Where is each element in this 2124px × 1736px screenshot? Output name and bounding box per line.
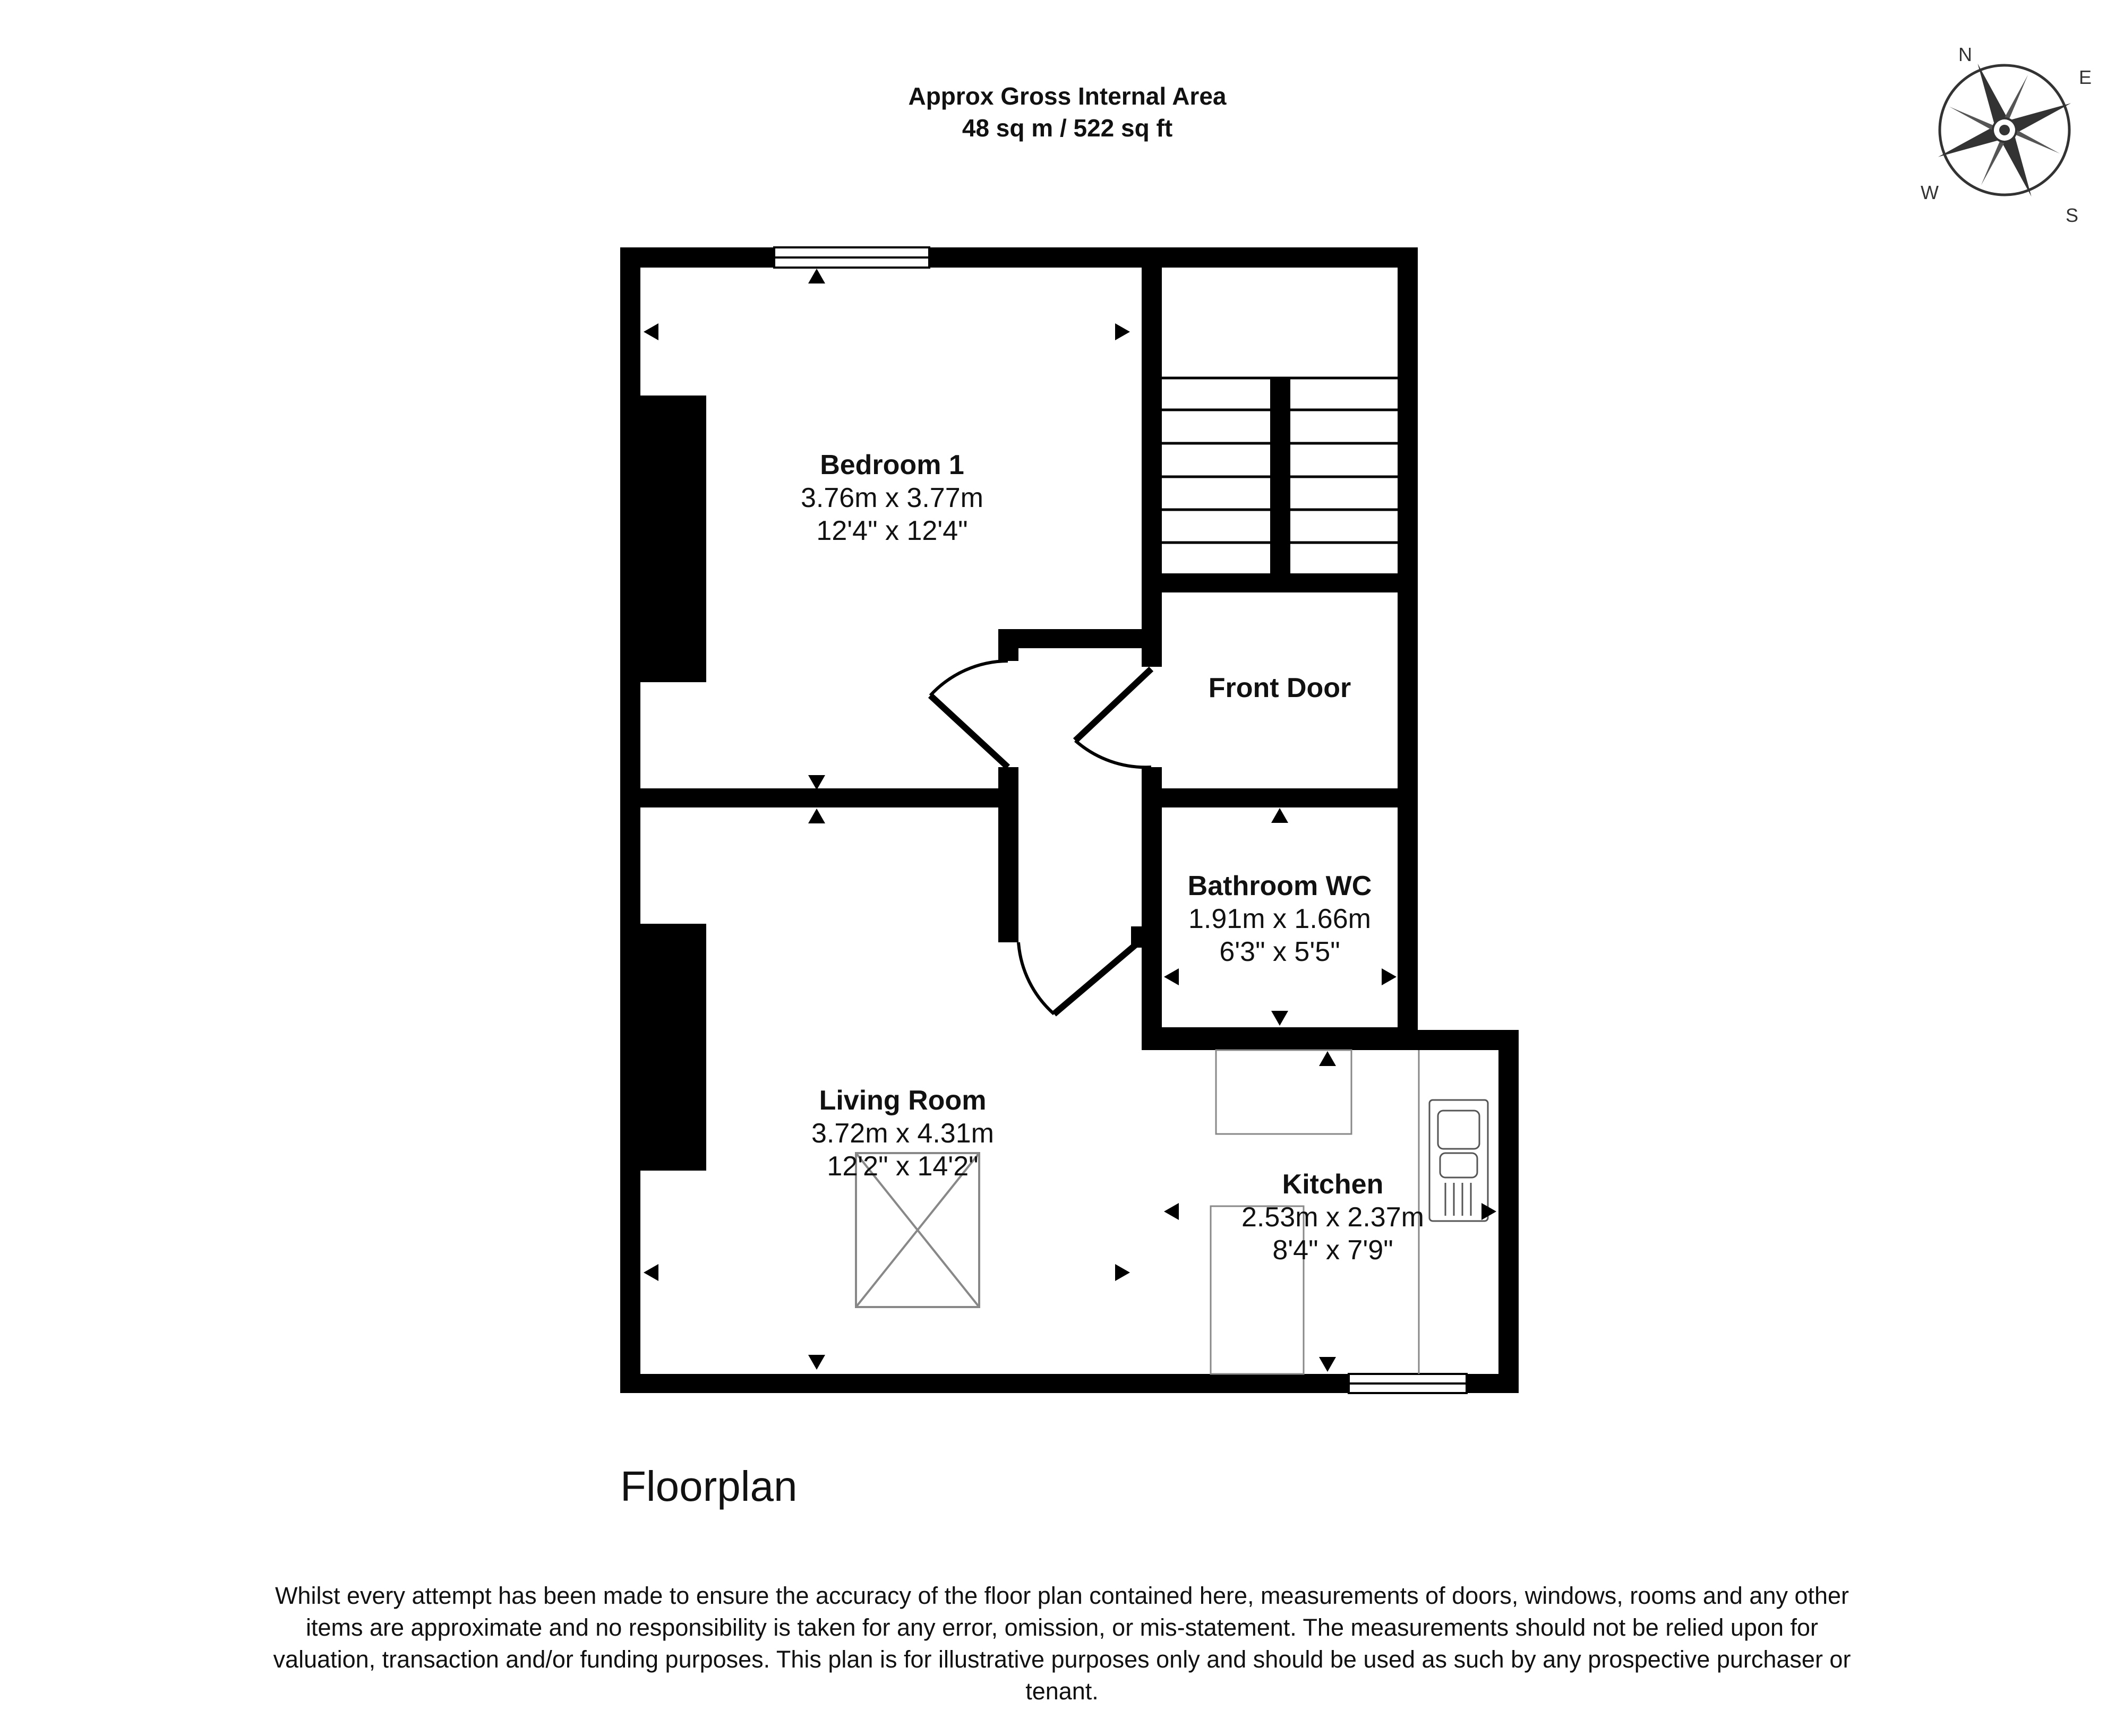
room-name: Living Room [819, 1085, 987, 1116]
room-imperial: 6'3" x 5'5" [1219, 936, 1340, 967]
room-metric: 3.76m x 3.77m [801, 483, 983, 513]
room-living-room [743, 1084, 1062, 1183]
compass-w-label: W [1921, 182, 1939, 203]
wall-hall-left [998, 767, 1018, 942]
compass-s-label: S [2066, 204, 2079, 226]
wall-bedroom-living [620, 788, 1012, 807]
disclaimer-text: Whilst every attempt has been made to ensure the accuracy of the floor plan contained here, measurements of doors, windows, rooms and any other items are approximate and no responsibility is taken for any error, omission, or mis-statement. The measurements should not be relied upon for valuation, transaction and/or funding purposes. This plan is for illustrative purposes only and should be used as such by any prospective purchaser or tenant. [273, 1582, 1851, 1705]
room-imperial: 12'2" x 14'2" [827, 1151, 979, 1182]
floor-label: Floorplan [620, 1463, 798, 1510]
wall-hall-stub [998, 629, 1018, 661]
room-metric: 1.91m x 1.66m [1188, 904, 1371, 934]
area-title: Approx Gross Internal Area [908, 82, 1227, 110]
wall-stair-bottom [1142, 573, 1418, 592]
area-value: 48 sq m / 522 sq ft [962, 114, 1173, 142]
wall-stair-left [1142, 247, 1162, 667]
room-imperial: 12'4" x 12'4" [816, 515, 968, 546]
wall-left [620, 247, 640, 1393]
wall-hall-top [998, 629, 1142, 648]
wall-frontdoor-bottom [1142, 788, 1418, 807]
room-bathroom-wc [1142, 870, 1418, 968]
wall-bath-bottom [1142, 1027, 1418, 1049]
room-name: Bathroom WC [1187, 871, 1372, 901]
room-imperial: 8'4" x 7'9" [1272, 1235, 1393, 1266]
chimney-living [640, 924, 706, 1171]
room-name: Kitchen [1282, 1169, 1384, 1200]
room-metric: 2.53m x 2.37m [1241, 1202, 1424, 1233]
room-front-door [1168, 672, 1391, 704]
room-name: Front Door [1208, 673, 1351, 703]
wall-kitchen-right [1498, 1030, 1519, 1393]
room-metric: 3.72m x 4.31m [811, 1118, 994, 1149]
room-kitchen [1195, 1168, 1471, 1267]
wall-top [620, 247, 1417, 268]
chimney-bedroom [640, 396, 706, 682]
room-name: Bedroom 1 [820, 450, 964, 480]
compass-e-label: E [2079, 66, 2092, 88]
room-bedroom-1 [733, 449, 1051, 547]
compass-n-label: N [1958, 44, 1972, 65]
